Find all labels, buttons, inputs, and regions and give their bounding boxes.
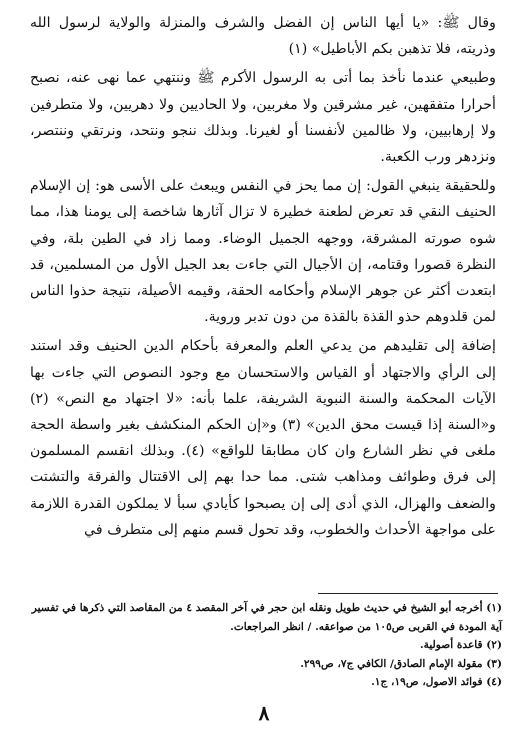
footnote-2: (٢) قاعدة أصولية. (419, 639, 502, 651)
footnote-4: (٤) فوائد الاصول، ص١٩، ج١. (371, 676, 502, 688)
footnote-3: (٣) مقولة الإمام الصادق/ الكافي ج٧، ص٢٩٩. (300, 657, 502, 670)
footnote-separator (318, 593, 498, 594)
paragraph-3: وللحقيقة ينبغي القول: إن مما يحز في النفس ويبعث على الأسى هو: إن الإسلام الحنيف النقي قد تعرض لطعنة خطيرة لا تزال آثارها شاخصة إلى يومنا هذا، مما شوه صورته المشرقة، ووجهه الجميل الوضاء. ومما زاد في الطين بلة، وفي النظرة قصورا وقتامه، إن الأجيال التي جاءت بعد الجيل الأول من المسلمين، قد ابتعدت أكثر عن جوهر الإسلام وأحكامه الحقة، وقيمه الأصيلة، نتيجة حذوا الناس لمن قلدوهم حذو القذة بالقذة من دون تدبر وروية. (30, 178, 496, 326)
page-number: ٨ (258, 701, 270, 725)
footnotes (30, 599, 502, 692)
paragraph-2: وطبيعي عندما نأخذ بما أتى به الرسول الأكرم ﷺ وننتهي عما نهى عنه، نصبح أحرارا متفقهين، غير مشرقين ولا مغربين، ولا الحاديين ولا دهريين، ولا متطرفين ولا إرهابيين، ولا ظالمين لأنفسنا أو لغيرنا. وبذلك ننجو ونتحد، ونرتقي وننتصر، ونزدهر ورب الكعبة. (30, 70, 496, 166)
footnote-1: (١) أخرجه أبو الشيخ في حديث طويل ونقله ابن حجر في آخر المقصد ٤ من المقاصد التي ذكرها في تفسير آية المودة في القربى ص١٠٥ من صواعقه. / انظر المراجعات. (31, 602, 502, 633)
paragraph-1: وقال ﷺ: «يا أيها الناس إن الفضل والشرف والمنزلة والولاية لرسول الله وذريته، فلا تذهبن بكم الأباطيل» (١) (30, 15, 496, 58)
paragraph-4: إضافة إلى تقليدهم من يدعي العلم والمعرفة بأحكام الدين الحنيف وقد استند إلى الرأي والاجتهاد أو القياس والاستحسان مع وجود النصوص التي جاءت بها الآيات المحكمة والسنة النبوية الشريفة، علما بأنه: «لا اجتهاد مع النص» (٢) و«السنة إذا قيست محق الدين» (٣) و«إن الحكم المنكشف بغير واسطة الحجة ملغى في نظر الشارع وان كان مطابقا للواقع» (٤). وبذلك انقسم المسلمون إلى فرق وطوائف ومذاهب شتى. مما حدا بهم إلى الاقتتال والفرقة والتشتت والضعف والهزال، الذي أدى إلى إن يصبحوا كأيادي سبأ لا يملكون القدرة اللازمة على مواجهة الأحداث والخطوب، وقد تحول قسم منهم إلى متطرف في (30, 338, 496, 538)
body-text (30, 10, 496, 546)
